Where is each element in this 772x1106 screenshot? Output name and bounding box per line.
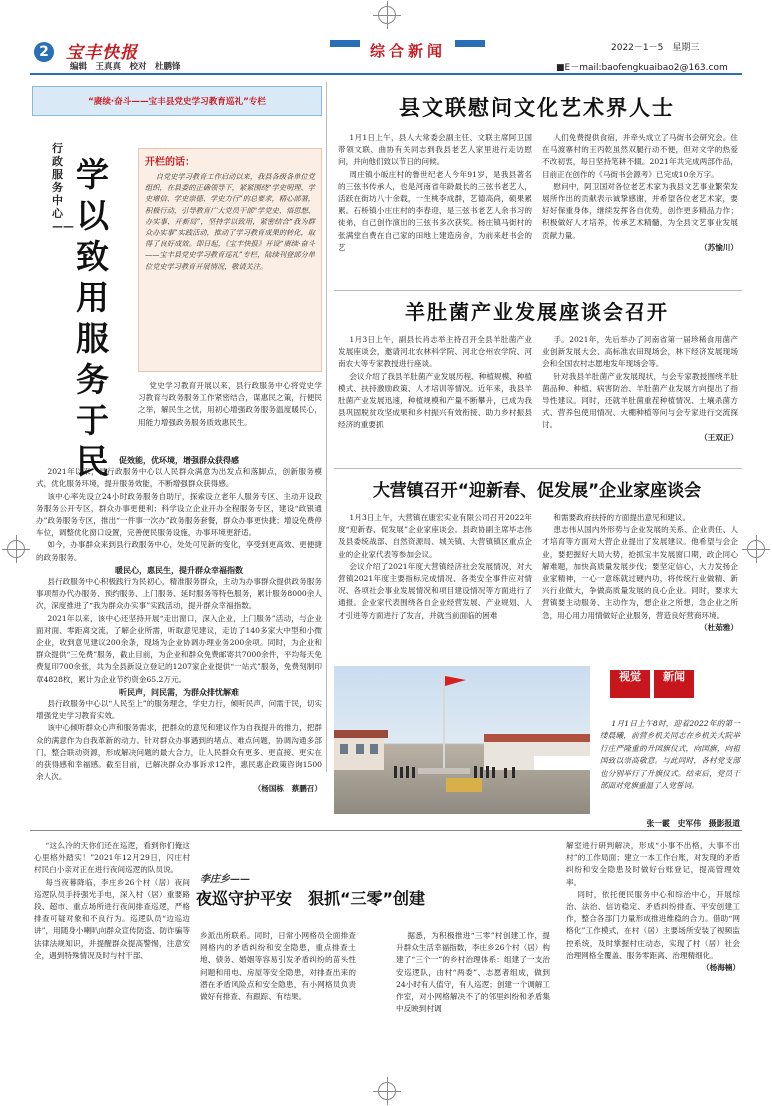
photo-caption: 1月1日上午8时，迎着2022年的第一缕晨曦，前营乡机关同志在乡机关大院举行庄严隆重的升国旗仪式，向国旗，向祖国致以崇高敬意。与此同时，各村党支部也分别举行了升旗仪式。结束后，党员干部面对党旗重温了入党誓词。 — [600, 719, 740, 791]
badge-right: 新闻 — [654, 670, 694, 698]
headline: 学以致用服务于民 — [76, 155, 109, 481]
paragraph: 手。2021年，先后举办了河南省第一届珍稀食用菌产业创新发展大会、高标准农田现场会，林下经济发展现场会和全国农村志愿地发年现场会等。 — [542, 335, 738, 369]
flag-raising-photo — [334, 666, 590, 814]
paragraph: 和需要政府扶持的方面提出意见和建议。 — [553, 513, 691, 522]
article-column — [542, 334, 738, 444]
paragraph: 县行政服务中心以“人民至上”的服务理念，学史力行，倾听民声，问需于民，切实增强党史学习教育实效。 — [36, 699, 322, 721]
photo-credit: 张一霰 史军伟 摄影报道 — [646, 819, 740, 828]
article-column — [396, 930, 550, 1015]
article-column — [542, 132, 738, 254]
article-column — [338, 512, 532, 622]
intro-paragraph: 党史学习教育开展以来，县行政服务中心将党史学习教育与政务服务工作紧密结合，谋惠民之策，行便民之举，解民生之忧，用初心增强政务服务温度暖民心，用能力增强政务服务质效惠民生。 — [138, 381, 322, 427]
paragraph: 人们免费提供食宿，并牵头成立了马街书会研究会。住在马渡寨村的王丙乾虽然双腿行动不便，但对文学的热爱不改初衷，每日坚持笔耕不辍。2021年共完成两部作品，目前正在创作的《马街书会源考》已完成10余万字。 — [542, 133, 738, 179]
paragraph: 解室进行研判解决，形成“小事不出格，大事不出村”的工作局面；建立一本工作台账，对发现的矛盾纠纷和安全隐患及时做好台账登记，提高管理效率。 — [566, 841, 740, 887]
article-kicker: 李庄乡—— — [200, 874, 250, 885]
article-title: 大营镇召开“迎新春、促发展”企业家座谈会 — [372, 481, 702, 501]
section-divider — [334, 468, 742, 469]
article-column — [542, 512, 738, 634]
header-decoration-bar — [330, 40, 360, 47]
editor-note-text: 自党史学习教育工作启动以来，我县各级各单位党组织，在县委的正确领导下，紧紧围绕“学史明理、学史增信、学史崇德、学史力行”的总要求，精心部署，积极行动，引导教育广大党员干部“学党史、悟思想、办实事、开新局”，坚持学以致用，紧密结合“我为群众办实事”实践活动，推动了学习教育成果的转化，取得了良好成效。即日起，《宝丰快报》开设“赓续·奋斗——宝丰县党史学习教育巡礼”专栏，陆续刊登部分单位党史学习教育开展情况，敬请关注。 — [145, 172, 315, 271]
header-decoration-bar — [455, 40, 485, 47]
badge-left: 视觉 — [610, 670, 650, 698]
byline: （王双正） — [700, 432, 738, 442]
section-divider — [30, 830, 742, 831]
section-divider — [334, 290, 742, 291]
paragraph: 该中心倾听群众心声和服务需求，把群众的意见和建议作为自我提升的推力，把群众的满意作为自我革新的动力。针对群众办事遇到的堵点、难点问题，协调沟通多部门，整合联动资源，形成解决问题的最大合力，让人民群众有更多、更直接、更实在的获得感和幸福感。截至目前，已解决群众办事诉求12件，惠民惠企政策咨询1500余人次。 — [36, 723, 322, 782]
byline: （杨国栋 蔡鹏召） — [253, 784, 322, 794]
paragraph: 2021年以来，县行政服务中心以人民群众满意为出发点和落脚点，创新服务模式，优化服务环境，提升服务效能，不断增强群众获得感。 — [36, 467, 322, 489]
header-rule — [30, 73, 742, 75]
feature-body — [36, 454, 322, 796]
byline: （苏愉川） — [700, 242, 738, 252]
paragraph: “这么冷的天你们还在巡逻，看到你们俺这心里格外踏实！”2021年12月29日，闪庄村村民白小亲对正在进行夜间巡逻的队员说。 — [34, 841, 190, 875]
column-banner-box — [32, 86, 322, 116]
paragraph: 会议介绍了2021年度大营镇经济社会发展情况，对大营镇2021年度主要指标完成情况、各类安全事件应对情况、各项社会事业发展情况和项目建设情况等方面进行了通报。企业家代表围绕各自企业经营发展、产业规划、人才引进等方面进行了发言，并就当前面临的困难 — [338, 561, 532, 620]
contact-email: ■E－mail:baofengkuaibao2@163.com — [556, 63, 728, 73]
article-title: 羊肚菌产业发展座谈会召开 — [405, 300, 669, 324]
byline: （杜茹雅） — [700, 622, 738, 632]
paragraph: 每当夜幕降临，李庄乡26个村（居）夜间巡逻队员手持强光手电，深入村（居）重要路段、超市、重点场所进行夜间排查巡逻，严格排查可疑对象和不良行为。巡逻队员“边巡边讲”，用随身小喇叭向群众宣传防盗、防诈骗等法律法规知识，并提醒群众提高警惕，注意安全，遇到特殊情况及时与村干部、 — [34, 877, 190, 960]
paper-logo: 宝丰快报 — [66, 43, 138, 63]
paragraph: 同时，依托便民服务中心和综治中心，开展综治、法治、信访稳定、矛盾纠纷排查、平安创建工作，整合各部门力量形成推进维稳的合力。借助“网格化”工作模式，在村（居）主要场所安装了视频监控系统，及时掌握村庄动态，实现了村（居）社会治理网格全覆盖、服务零距离、治理精细化。 — [566, 889, 740, 960]
paragraph: 该中心率先设立24小时政务服务自助厅，探索设立老年人服务专区、主动开设政务服务公开专区，群众办事更便利；科学设立企业开办全程服务专区，建设“政银通办”政务服务专区，推出“一件事一次办”政务服务套餐，群众办事更快捷；增设免费停车位，调整优化窗口设置，完善便民服务设施，办事环境更舒适。 — [36, 491, 322, 538]
paragraph: 患志伟从国内外形势与企业发展的关系、企业责任、人才培育等方面对大营企业提出了发展建议。他希望与会企业，要把握好大局大势，抢抓宝丰发展窗口期，政企同心解难题，加快高质量发展步伐；要坚定信心，大力发扬企业家精神，一心一意练就过硬内功，将传统行业做精、新兴行业做大，争做高质量发展的良心企业。同时，要求大营镇要主动服务、主动作为，想企业之所想，急企业之所急，用心用力用情做好企业服务，营造良好营商环境。 — [542, 525, 738, 620]
registration-mark-icon — [7, 540, 25, 558]
paragraph: 如今，办事群众来到县行政服务中心，处处可见新的变化，享受到更高效、更便捷的政务服务。 — [36, 540, 322, 562]
subheading: 听民声，问民需，为群众排忧解难 — [119, 686, 239, 697]
article-title: 夜巡守护平安 狠抓“三零”创建 — [196, 889, 426, 908]
registration-mark-icon — [747, 540, 765, 558]
column-feature — [30, 82, 323, 794]
paragraph: 乡派出所联系。同时，日常小网格员全面排查网格内的矛盾纠纷和安全隐患，重点排查土地、债务、婚姻等容易引发矛盾纠纷的苗头性问题和用电、房屋等安全隐患，对排查出来的潜在矛盾风险点和安全隐患，有小网格员负责做好有排查、有跟踪、有结果。 — [200, 931, 356, 1002]
article-title: 县文联慰问文化艺术界人士 — [399, 96, 675, 120]
paragraph: 1月1日上午，县人大常委会副主任、文联主席阿卫国带领文联、曲协有关同志到我县老艺人家里进行走访慰问，并向他们致以节日的问候。 — [338, 133, 532, 167]
paragraph: 慰问中，阿卫国对各位老艺术家为我县文艺事业繁荣发展所作出的贡献表示诚挚感谢，并希望各位老艺术家，要好好保重身体，继续发挥各自优势，创作更多精品力作；积极做好人才培养，传承艺术精髓，为全县文艺事业发展贡献力量。 — [542, 181, 738, 240]
photo-news-badge — [610, 670, 696, 698]
article-column — [34, 840, 190, 962]
paragraph: 周庄镇小皈庄村的鲁世纪老人今年91岁，是我县著名的三弦书传承人，也是河南省年龄最长的三弦书老艺人，活跃在街坊八十余载，一生桃李成群，艺德高尚，硕果累累。石桥镇小庄庄村的李春迎，是三弦书老艺人余书习的徒弟，自己创作演出的三弦书多次获奖。杨庄镇马街村的张满堂自费在自己家的田地上建造房舍，为前来赶书会的艺 — [338, 169, 532, 252]
article-column — [338, 334, 532, 432]
subheading: 暖民心，惠民生，提升群众幸福指数 — [115, 564, 243, 575]
byline: （杨海楠） — [702, 963, 740, 973]
paragraph: 县行政服务中心积极践行为民初心，精准服务群众，主动为办事群众提供政务服务事项帮办代办服务、预约服务、上门服务、延时服务等特色服务，累计服务8000余人次，深度推进了“我为群众办实事”实践活动，提升群众幸福指数。 — [36, 577, 322, 611]
editor-note-box — [138, 148, 322, 372]
article-column — [566, 840, 740, 974]
flag-raising-scene-icon — [334, 666, 590, 814]
paragraph: 1月3日上午，大营镇在康宏实业有限公司召开2022年度“迎新春、促发展”企业家座谈会。县政协副主席毕志伟及县委统战部、自然资源局、城关镇、大营镇镇区重点企业的企业家代表等参加会议。 — [338, 513, 532, 559]
paragraph: 会议介绍了我县羊肚菌产业发展历程、种植规模、种植模式、扶持激励政策、人才培训等情况。近年来，我县羊肚菌产业发展迅速，种植规模和产量不断攀升，已成为我县巩固脱贫攻坚成果和乡村振兴有效衔接、助力乡村振县经济的重要抓 — [338, 371, 532, 430]
editor-credits: 编辑 王真真 校对 杜鹏锋 — [70, 62, 181, 72]
page-number-badge: 2 — [34, 42, 54, 62]
section-title: 综合新闻 — [370, 42, 447, 60]
paragraph: 据悉，为积极推进“三零”村创建工作，提升群众生活幸福指数，李庄乡26个村（居）构建了“三个一”的乡村治理体系：组建了一支治安巡逻队，由村“两委”、志愿者组成，做到24小时有人值守，有人巡逻；创建一个调解工作室，对小网格解决不了的邻里纠纷和矛盾集中反映到村调 — [396, 931, 550, 1014]
editor-note-title: 开栏的话： — [145, 157, 195, 168]
paragraph: 针对我县羊肚菌产业发展现状，与会专家教授围绕羊肚菌品种、种植、病害防治、羊肚菌产业发展方向提出了指导性建议。同时，还就羊肚菌重茬种植情况、土壤杀菌方式、营养包使用情况、大棚种植等问与会专家进行交流探讨。 — [542, 371, 738, 430]
article-column — [200, 930, 356, 1003]
column-banner: “赓续·奋斗——宝丰县党史学习教育巡礼”专栏 — [88, 97, 266, 107]
article-column — [338, 132, 532, 254]
department-label: 行政服务中心—— — [52, 142, 74, 233]
issue-date: 2022－1－5 星期三 — [611, 43, 700, 53]
registration-mark-icon — [378, 6, 396, 24]
paragraph: 2021年以来，该中心还坚持开展“走出窗口，深入企业，上门服务”活动，与企业面对面、零距离交流，了解企业所需，听取意见建议，走访了140多家大中型和小微企业，收到意见建议200余条，现场为企业协调办理业务200余项。同时，为企业和群众提供“三免费”服务，截止目前，为企业和群众免费邮寄共7000余件，平均每天免费复印700余张，共为全县新设立登记的1207家企业提供“一站式”服务，免费刻制印章4828枚，累计为企业节约资金65.2万元。 — [36, 613, 322, 684]
registration-mark-icon — [378, 1082, 396, 1100]
paragraph: 1月3日上午，副县长肖志举主持召开全县羊肚菌产业发展座谈会，邀请河北农林科学院、河北仓州农学院、河南农大等专家教授进行座谈。 — [338, 335, 532, 369]
column-divider — [326, 82, 327, 772]
subheading: 促效能，优环境，增强群众获得感 — [119, 455, 239, 465]
